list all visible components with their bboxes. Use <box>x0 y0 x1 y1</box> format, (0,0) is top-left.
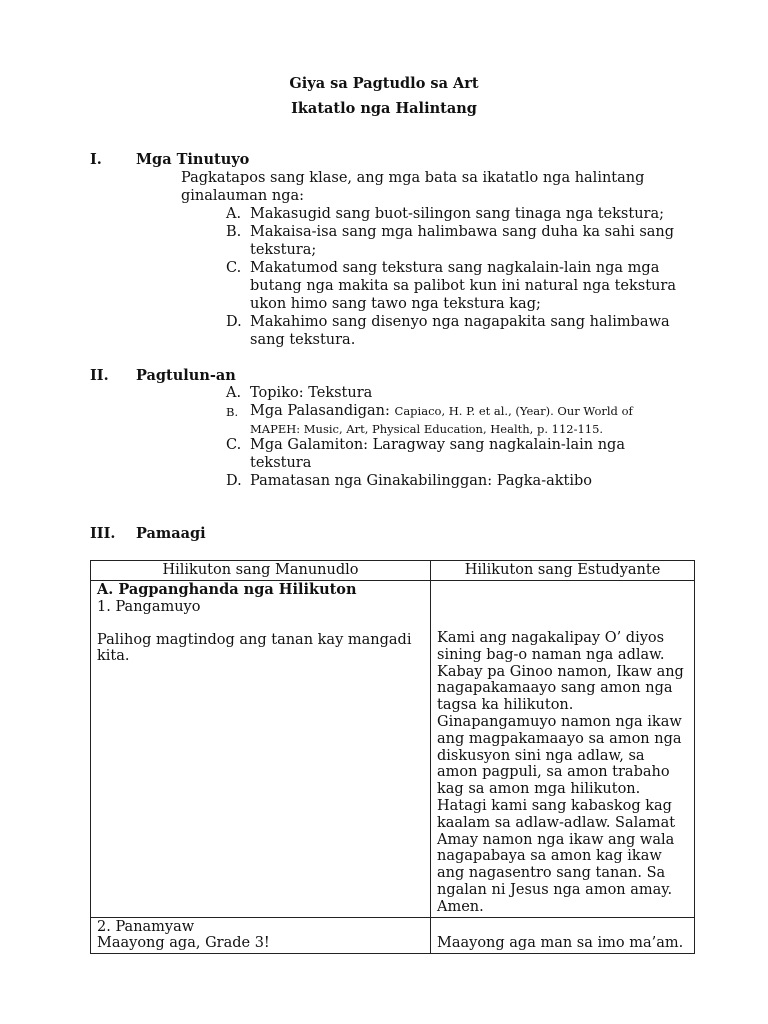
student-line: sining bag-o naman nga adlaw. <box>437 646 665 663</box>
student-line: Ginapangamuyo namon nga ikaw <box>437 713 682 730</box>
objective-text: Makahimo sang disenyo nga nagapakita sang halimbawa <box>250 314 670 330</box>
activity-item-title: 2. Panamyaw <box>97 918 195 935</box>
objective-text: Makaisa-isa sang mga halimbawa sang duha ka sahi sang <box>250 224 675 240</box>
section-3-heading: Pamaagi <box>136 525 206 542</box>
activity-section-title: A. Pagpanghanda nga Hilikuton <box>97 581 357 598</box>
lesson-item-letter: B. <box>226 405 239 419</box>
section-1-number: I. <box>90 151 102 168</box>
student-line: Amay namon nga ikaw ang wala <box>437 831 675 848</box>
student-cell <box>431 917 695 954</box>
objective-letter: A. <box>226 206 242 222</box>
teacher-line: kita. <box>97 648 130 665</box>
student-line: amon pagpuli, sa amon trabaho <box>437 764 670 781</box>
teacher-cell <box>91 581 431 918</box>
section-1-intro-line: Pagkatapos sang klase, ang mga bata sa ikatatlo nga halintang <box>181 170 645 186</box>
student-line: kag sa amon mga hilikuton. <box>437 781 641 798</box>
student-line: Kabay pa Ginoo namon, Ikaw ang <box>437 663 684 680</box>
section-2-number: II. <box>90 367 109 384</box>
teacher-line: Maayong aga, Grade 3! <box>97 935 270 952</box>
table-row <box>91 581 695 918</box>
student-line: ang magpakamaayo sa amon nga <box>437 730 682 747</box>
lesson-item-materials: tekstura <box>250 455 312 471</box>
objective-text: sang tekstura. <box>250 332 356 348</box>
section-1-intro-line: ginalauman nga: <box>181 188 305 204</box>
student-line: nagapabaya sa amon kag ikaw <box>437 848 662 865</box>
objective-text: ukon himo sang tawo nga tekstura kag; <box>250 296 541 312</box>
table-header-row <box>91 561 695 581</box>
student-line: Kami ang nagakalipay O’ diyos <box>437 630 665 646</box>
document-subtitle: Ikatatlo nga Halintang <box>291 100 477 117</box>
student-line: Maayong aga man sa imo ma’am. <box>437 934 684 951</box>
student-line: diskusyon sini nga adlaw, sa <box>437 747 645 764</box>
objective-text: Makasugid sang buot-silingon sang tinaga nga tekstura; <box>250 206 664 222</box>
lesson-item-letter: D. <box>226 473 242 489</box>
activity-item-title: 1. Pangamuyo <box>97 598 201 615</box>
section-1-heading: Mga Tinutuyo <box>136 151 250 168</box>
lesson-item-values: Pamatasan nga Ginakabilinggan: Pagka-aktibo <box>250 473 593 489</box>
student-line: Hatagi kami sang kabaskog kag <box>437 797 672 814</box>
student-line: tagsa ka hilikuton. <box>437 697 574 714</box>
table-row <box>91 917 695 954</box>
objective-text: tekstura; <box>250 242 317 258</box>
references-citation-line: MAPEH: Music, Art, Physical Education, Health, p. 112-115. <box>250 422 604 436</box>
student-line: kaalam sa adlaw-adlaw. Salamat <box>437 814 676 831</box>
objective-text: Makatumod sang tekstura sang nagkalain-lain nga mga <box>250 260 660 276</box>
references-citation: Capiaco, H. P. et al., (Year). Our World of <box>394 404 633 418</box>
objective-text: butang nga makita sa palibot kun ini natural nga tekstura <box>250 278 676 294</box>
header-student-activity: Hilikuton sang Estudyante <box>431 561 695 581</box>
objective-letter: B. <box>226 224 242 240</box>
objective-letter: C. <box>226 260 242 276</box>
student-cell <box>431 581 695 918</box>
lesson-item-materials: Mga Galamiton: Laragway sang nagkalain-lain nga <box>250 437 625 453</box>
header-teacher-activity: Hilikuton sang Manunudlo <box>91 561 431 581</box>
student-line: nagapakamaayo sang amon nga <box>437 680 673 697</box>
procedure-table <box>90 560 695 954</box>
lesson-item-references <box>250 403 633 419</box>
objective-letter: D. <box>226 314 242 330</box>
document-title: Giya sa Pagtudlo sa Art <box>289 75 479 92</box>
student-line: ang nagasentro sang tanan. Sa <box>437 865 666 882</box>
section-3-number: III. <box>90 525 116 542</box>
lesson-item-topic: Topiko: Tekstura <box>250 385 373 401</box>
lesson-item-letter: C. <box>226 437 242 453</box>
teacher-cell <box>91 917 431 954</box>
student-line: Amen. <box>437 898 484 915</box>
section-2-heading: Pagtulun-an <box>136 367 236 384</box>
student-line: ngalan ni Jesus nga amon amay. <box>437 881 673 898</box>
lesson-item-letter: A. <box>226 385 242 401</box>
teacher-line: Palihog magtindog ang tanan kay mangadi <box>97 631 412 648</box>
references-label: Mga Palasandigan: <box>250 403 395 419</box>
